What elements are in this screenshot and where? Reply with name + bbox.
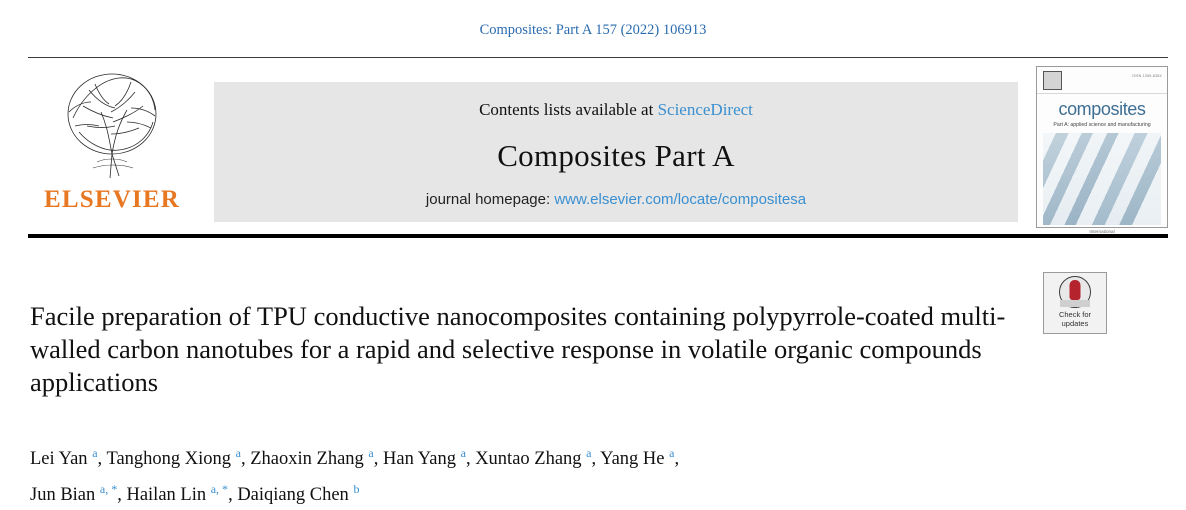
- author-affiliation-marker: a: [368, 446, 374, 460]
- cover-logo-square: [1043, 71, 1062, 90]
- crossmark-icon: [1059, 276, 1091, 308]
- author-separator: ,: [674, 449, 680, 470]
- cover-subtitle: Part A: applied science and manufacturing: [1053, 122, 1151, 128]
- journal-homepage-link[interactable]: www.elsevier.com/locate/compositesa: [554, 191, 807, 208]
- crossmark-line1: Check for: [1058, 310, 1092, 319]
- author-name: Zhaoxin Zhang: [250, 449, 369, 470]
- author-name: Tanghong Xiong: [106, 449, 236, 470]
- author-name: Yang He: [600, 449, 670, 470]
- cover-footer-text: International: [1089, 229, 1115, 234]
- author-separator: ,: [228, 485, 238, 506]
- author-name: Daiqiang Chen: [237, 485, 354, 506]
- author-name: Jun Bian: [30, 485, 100, 506]
- author-name: Lei Yan: [30, 449, 93, 470]
- author-affiliation-marker: a: [460, 446, 466, 460]
- journal-band: [214, 82, 1018, 222]
- author-separator: ,: [241, 449, 251, 470]
- author-affiliation-marker: a, *: [99, 482, 118, 497]
- cover-corner-text: ISSN 1359-835X: [1132, 74, 1162, 78]
- crossmark-line2: updates: [1061, 319, 1089, 328]
- author-affiliation-marker: a: [669, 446, 675, 460]
- elsevier-tree-icon: [49, 66, 175, 184]
- author-affiliation-marker: a: [92, 446, 98, 460]
- author-list: [30, 438, 1080, 510]
- elsevier-wordmark: ELSEVIER: [43, 186, 181, 213]
- author-name: Han Yang: [383, 449, 461, 470]
- author-line-1: [30, 438, 1080, 474]
- crossmark-label: [1059, 310, 1091, 328]
- author-line-2: [30, 474, 1080, 510]
- author-affiliation-marker: a: [586, 446, 592, 460]
- masthead-bottom-rule: [28, 234, 1168, 238]
- homepage-prefix: journal homepage:: [425, 191, 555, 208]
- author-separator: ,: [117, 485, 127, 506]
- contents-line: [479, 100, 753, 120]
- author-separator: ,: [373, 449, 383, 470]
- page-title: Facile preparation of TPU conductive nanocomposites containing polypyrrole-coated multi-walled carbon nanotubes for a rapid and selective response in volatile organic compounds applications: [30, 301, 1006, 397]
- journal-title: Composites Part A: [497, 137, 735, 173]
- author-separator: ,: [97, 449, 107, 470]
- cover-title: composites: [1058, 99, 1146, 119]
- sciencedirect-link[interactable]: ScienceDirect: [657, 100, 753, 119]
- homepage-line: [426, 191, 806, 208]
- author-affiliation-marker: b: [353, 482, 360, 497]
- author-separator: ,: [465, 449, 476, 470]
- author-affiliation-marker: a, *: [210, 482, 229, 497]
- cover-image: [1043, 133, 1161, 225]
- contents-prefix: Contents lists available at: [479, 100, 658, 119]
- author-name: Xuntao Zhang: [475, 449, 587, 470]
- running-head: Composites: Part A 157 (2022) 106913: [479, 22, 707, 38]
- author-separator: ,: [591, 449, 601, 470]
- elsevier-logo: [28, 60, 196, 236]
- crossmark-badge[interactable]: [1043, 272, 1107, 334]
- journal-cover-thumbnail[interactable]: [1036, 66, 1168, 234]
- journal-masthead: [28, 57, 1168, 235]
- cover-header-strip: [1037, 67, 1167, 94]
- author-name: Hailan Lin: [126, 485, 211, 506]
- author-affiliation-marker: a: [235, 446, 241, 460]
